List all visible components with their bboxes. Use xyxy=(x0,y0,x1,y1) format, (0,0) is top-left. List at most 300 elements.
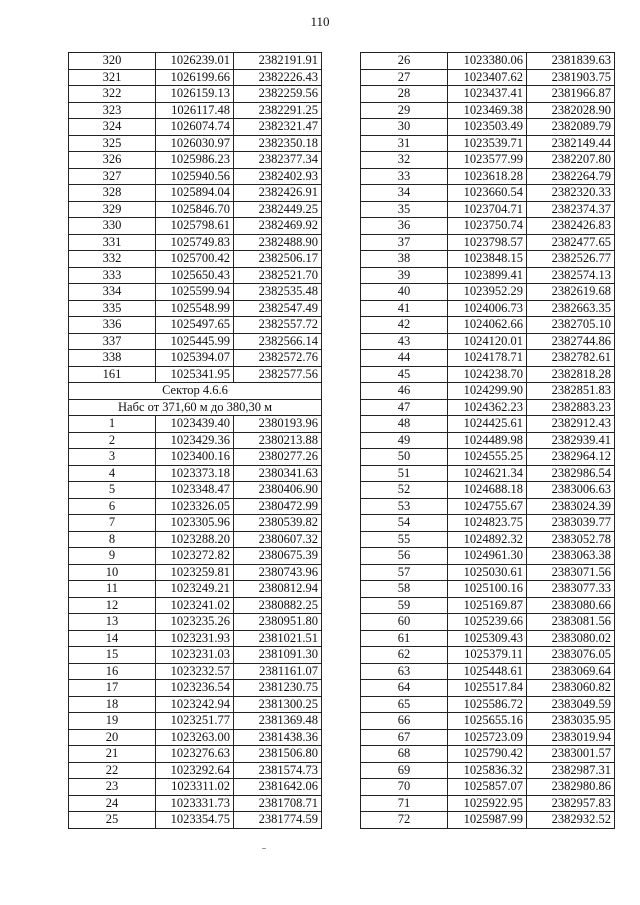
point-number: 336 xyxy=(69,317,156,334)
coordinate-x: 1023750.74 xyxy=(448,218,527,235)
point-number: 59 xyxy=(361,597,448,614)
coordinate-x: 1025239.66 xyxy=(448,614,527,631)
table-row xyxy=(361,69,615,86)
coordinate-x: 1023380.06 xyxy=(448,53,527,70)
point-number: 51 xyxy=(361,465,448,482)
point-number: 13 xyxy=(69,614,156,631)
point-number: 63 xyxy=(361,663,448,680)
coordinate-y: 2380472.99 xyxy=(234,498,322,515)
point-number: 329 xyxy=(69,201,156,218)
coordinate-y: 2383049.59 xyxy=(527,696,615,713)
coordinate-x: 1025341.95 xyxy=(156,366,234,383)
coordinate-y: 2382782.61 xyxy=(527,350,615,367)
point-number: 69 xyxy=(361,762,448,779)
point-number: 36 xyxy=(361,218,448,235)
coordinate-y: 2381708.71 xyxy=(234,795,322,812)
coordinate-x: 1023429.36 xyxy=(156,432,234,449)
coordinate-y: 2382488.90 xyxy=(234,234,322,251)
coordinate-y: 2380812.94 xyxy=(234,581,322,598)
coordinate-x: 1025448.61 xyxy=(448,663,527,680)
coordinate-y: 2382932.52 xyxy=(527,812,615,829)
coordinate-x: 1025836.32 xyxy=(448,762,527,779)
point-number: 31 xyxy=(361,135,448,152)
coordinate-x: 1023288.20 xyxy=(156,531,234,548)
coordinate-x: 1023503.49 xyxy=(448,119,527,136)
coordinate-y: 2382980.86 xyxy=(527,779,615,796)
table-row xyxy=(361,614,615,631)
table-row xyxy=(361,795,615,812)
point-number: 71 xyxy=(361,795,448,812)
table-row xyxy=(69,317,322,334)
table-row xyxy=(69,135,322,152)
coordinate-x: 1025749.83 xyxy=(156,234,234,251)
coordinate-y: 2381903.75 xyxy=(527,69,615,86)
point-number: 8 xyxy=(69,531,156,548)
coordinate-y: 2382547.49 xyxy=(234,300,322,317)
coordinate-y: 2380341.63 xyxy=(234,465,322,482)
coordinate-x: 1025846.70 xyxy=(156,201,234,218)
coordinate-x: 1026074.74 xyxy=(156,119,234,136)
point-number: 55 xyxy=(361,531,448,548)
coordinate-x: 1023539.71 xyxy=(448,135,527,152)
coordinate-x: 1024688.18 xyxy=(448,482,527,499)
point-number: 7 xyxy=(69,515,156,532)
coordinate-y: 2380675.39 xyxy=(234,548,322,565)
table-row xyxy=(361,812,615,829)
point-number: 332 xyxy=(69,251,156,268)
coordinate-x: 1026030.97 xyxy=(156,135,234,152)
coordinate-x: 1025497.65 xyxy=(156,317,234,334)
point-number: 66 xyxy=(361,713,448,730)
point-number: 56 xyxy=(361,548,448,565)
point-number: 42 xyxy=(361,317,448,334)
point-number: 9 xyxy=(69,548,156,565)
point-number: 61 xyxy=(361,630,448,647)
coordinate-x: 1024555.25 xyxy=(448,449,527,466)
point-number: 49 xyxy=(361,432,448,449)
coordinate-y: 2382957.83 xyxy=(527,795,615,812)
coordinate-x: 1023407.62 xyxy=(448,69,527,86)
coordinate-x: 1023311.02 xyxy=(156,779,234,796)
point-number: 321 xyxy=(69,69,156,86)
table-row xyxy=(69,284,322,301)
coordinate-y: 2380193.96 xyxy=(234,416,322,433)
coordinate-x: 1023469.38 xyxy=(448,102,527,119)
coordinate-x: 1023899.41 xyxy=(448,267,527,284)
point-number: 320 xyxy=(69,53,156,70)
table-row xyxy=(361,234,615,251)
coordinate-x: 1024892.32 xyxy=(448,531,527,548)
coordinate-x: 1025394.07 xyxy=(156,350,234,367)
table-row xyxy=(69,515,322,532)
coordinate-y: 2381230.75 xyxy=(234,680,322,697)
coordinate-x: 1026199.66 xyxy=(156,69,234,86)
point-number: 333 xyxy=(69,267,156,284)
point-number: 20 xyxy=(69,729,156,746)
point-number: 29 xyxy=(361,102,448,119)
coordinate-y: 2383024.39 xyxy=(527,498,615,515)
table-row xyxy=(361,333,615,350)
point-number: 326 xyxy=(69,152,156,169)
coordinate-y: 2382149.44 xyxy=(527,135,615,152)
coordinate-y: 2381300.25 xyxy=(234,696,322,713)
coordinate-x: 1024362.23 xyxy=(448,399,527,416)
coordinate-x: 1024755.67 xyxy=(448,498,527,515)
coordinate-y: 2382572.76 xyxy=(234,350,322,367)
coordinate-x: 1024299.90 xyxy=(448,383,527,400)
coordinate-x: 1025030.61 xyxy=(448,564,527,581)
table-row xyxy=(361,531,615,548)
coordinate-x: 1024178.71 xyxy=(448,350,527,367)
table-row xyxy=(69,713,322,730)
table-row xyxy=(69,350,322,367)
coordinate-y: 2381161.07 xyxy=(234,663,322,680)
table-row xyxy=(361,696,615,713)
table-row xyxy=(69,696,322,713)
coordinate-x: 1023704.71 xyxy=(448,201,527,218)
point-number: 26 xyxy=(361,53,448,70)
point-number: 325 xyxy=(69,135,156,152)
coordinate-x: 1023259.81 xyxy=(156,564,234,581)
coordinate-y: 2382321.47 xyxy=(234,119,322,136)
coordinate-y: 2383071.56 xyxy=(527,564,615,581)
table-row xyxy=(361,135,615,152)
point-number: 10 xyxy=(69,564,156,581)
coordinate-x: 1023798.57 xyxy=(448,234,527,251)
table-row xyxy=(361,267,615,284)
table-row xyxy=(361,53,615,70)
coordinate-y: 2382912.43 xyxy=(527,416,615,433)
point-number: 44 xyxy=(361,350,448,367)
coordinate-x: 1025650.43 xyxy=(156,267,234,284)
coordinate-x: 1025379.11 xyxy=(448,647,527,664)
table-row xyxy=(69,185,322,202)
table-row xyxy=(361,86,615,103)
point-number: 65 xyxy=(361,696,448,713)
coordinate-x: 1025599.94 xyxy=(156,284,234,301)
coordinate-y: 2380951.80 xyxy=(234,614,322,631)
coordinate-y: 2382851.83 xyxy=(527,383,615,400)
coordinate-x: 1024489.98 xyxy=(448,432,527,449)
coordinate-x: 1023348.47 xyxy=(156,482,234,499)
point-number: 35 xyxy=(361,201,448,218)
point-number: 33 xyxy=(361,168,448,185)
coordinate-x: 1025986.23 xyxy=(156,152,234,169)
coordinate-x: 1023952.29 xyxy=(448,284,527,301)
coordinate-y: 2380607.32 xyxy=(234,531,322,548)
table-row xyxy=(361,317,615,334)
table-row xyxy=(361,597,615,614)
table-row xyxy=(69,482,322,499)
point-number: 324 xyxy=(69,119,156,136)
table-row xyxy=(69,86,322,103)
table-row xyxy=(69,548,322,565)
coordinate-x: 1023437.41 xyxy=(448,86,527,103)
coordinate-y: 2382426.91 xyxy=(234,185,322,202)
coordinate-x: 1025922.95 xyxy=(448,795,527,812)
table-row xyxy=(69,333,322,350)
coordinate-x: 1023231.93 xyxy=(156,630,234,647)
coordinate-x: 1026159.13 xyxy=(156,86,234,103)
coordinate-x: 1024120.01 xyxy=(448,333,527,350)
point-number: 15 xyxy=(69,647,156,664)
point-number: 327 xyxy=(69,168,156,185)
coordinate-y: 2383080.02 xyxy=(527,630,615,647)
table-row xyxy=(361,746,615,763)
coordinate-y: 2382883.23 xyxy=(527,399,615,416)
point-number: 14 xyxy=(69,630,156,647)
point-number: 322 xyxy=(69,86,156,103)
table-row xyxy=(361,201,615,218)
coordinate-x: 1023236.54 xyxy=(156,680,234,697)
coordinate-x: 1025940.56 xyxy=(156,168,234,185)
coordinate-y: 2380406.90 xyxy=(234,482,322,499)
point-number: 25 xyxy=(69,812,156,829)
point-number: 48 xyxy=(361,416,448,433)
coordinate-y: 2382226.43 xyxy=(234,69,322,86)
coordinate-x: 1023373.18 xyxy=(156,465,234,482)
table-row xyxy=(69,614,322,631)
coordinate-y: 2382987.31 xyxy=(527,762,615,779)
coordinate-x: 1023241.02 xyxy=(156,597,234,614)
coordinate-x: 1026239.01 xyxy=(156,53,234,70)
coordinate-y: 2381966.87 xyxy=(527,86,615,103)
coordinate-x: 1023231.03 xyxy=(156,647,234,664)
coordinate-y: 2381642.06 xyxy=(234,779,322,796)
point-number: 331 xyxy=(69,234,156,251)
coordinate-y: 2382986.54 xyxy=(527,465,615,482)
table-row xyxy=(361,168,615,185)
coordinate-x: 1023235.26 xyxy=(156,614,234,631)
coordinate-x: 1023848.15 xyxy=(448,251,527,268)
table-row xyxy=(69,300,322,317)
table-row xyxy=(69,746,322,763)
table-row xyxy=(361,465,615,482)
point-number: 47 xyxy=(361,399,448,416)
table-row xyxy=(361,713,615,730)
table-row xyxy=(69,779,322,796)
point-number: 41 xyxy=(361,300,448,317)
coordinate-y: 2383076.05 xyxy=(527,647,615,664)
coordinate-x: 1026117.48 xyxy=(156,102,234,119)
coordinate-y: 2383077.33 xyxy=(527,581,615,598)
point-number: 53 xyxy=(361,498,448,515)
table-row xyxy=(69,69,322,86)
coordinate-y: 2380277.26 xyxy=(234,449,322,466)
coordinate-x: 1024823.75 xyxy=(448,515,527,532)
coordinate-x: 1025894.04 xyxy=(156,185,234,202)
coordinate-x: 1025798.61 xyxy=(156,218,234,235)
table-row xyxy=(361,729,615,746)
point-number: 335 xyxy=(69,300,156,317)
point-number: 57 xyxy=(361,564,448,581)
point-number: 24 xyxy=(69,795,156,812)
table-row xyxy=(69,267,322,284)
table-row xyxy=(69,647,322,664)
point-number: 17 xyxy=(69,680,156,697)
coordinate-y: 2382264.79 xyxy=(527,168,615,185)
coordinate-y: 2381021.51 xyxy=(234,630,322,647)
point-number: 4 xyxy=(69,465,156,482)
table-row xyxy=(361,482,615,499)
coordinate-y: 2381369.48 xyxy=(234,713,322,730)
table-row xyxy=(361,762,615,779)
point-number: 330 xyxy=(69,218,156,235)
coordinate-x: 1025700.42 xyxy=(156,251,234,268)
coordinate-y: 2381574.73 xyxy=(234,762,322,779)
coordinate-x: 1025309.43 xyxy=(448,630,527,647)
table-row xyxy=(361,449,615,466)
coordinate-x: 1024961.30 xyxy=(448,548,527,565)
table-row xyxy=(361,663,615,680)
table-row xyxy=(69,251,322,268)
table-row xyxy=(361,548,615,565)
coordinate-y: 2380539.82 xyxy=(234,515,322,532)
table-row xyxy=(69,630,322,647)
table-row xyxy=(69,201,322,218)
coordinate-x: 1023249.21 xyxy=(156,581,234,598)
page-number: 110 xyxy=(310,14,330,29)
table-row xyxy=(69,465,322,482)
table-row xyxy=(361,119,615,136)
table-row xyxy=(361,300,615,317)
coordinate-y: 2382207.80 xyxy=(527,152,615,169)
scan-mark xyxy=(262,848,266,849)
table-row xyxy=(69,119,322,136)
coordinate-y: 2382818.28 xyxy=(527,366,615,383)
coordinate-x: 1023263.00 xyxy=(156,729,234,746)
table-row xyxy=(361,152,615,169)
coordinates-table-right xyxy=(360,52,615,829)
coordinate-y: 2381506.80 xyxy=(234,746,322,763)
coordinate-y: 2382426.83 xyxy=(527,218,615,235)
coordinate-y: 2382535.48 xyxy=(234,284,322,301)
coordinate-y: 2382291.25 xyxy=(234,102,322,119)
section-heading-row xyxy=(69,383,322,400)
point-number: 52 xyxy=(361,482,448,499)
point-number: 323 xyxy=(69,102,156,119)
coordinate-x: 1024621.34 xyxy=(448,465,527,482)
coordinate-y: 2381438.36 xyxy=(234,729,322,746)
section-subheading-row xyxy=(69,399,322,416)
point-number: 38 xyxy=(361,251,448,268)
coordinate-y: 2383039.77 xyxy=(527,515,615,532)
point-number: 6 xyxy=(69,498,156,515)
coordinate-y: 2382521.70 xyxy=(234,267,322,284)
coordinate-y: 2382964.12 xyxy=(527,449,615,466)
coordinate-y: 2383063.38 xyxy=(527,548,615,565)
table-row xyxy=(69,498,322,515)
coordinate-x: 1023242.94 xyxy=(156,696,234,713)
coordinate-y: 2382939.41 xyxy=(527,432,615,449)
coordinate-y: 2383006.63 xyxy=(527,482,615,499)
point-number: 64 xyxy=(361,680,448,697)
table-row xyxy=(69,597,322,614)
coordinate-x: 1024006.73 xyxy=(448,300,527,317)
table-row xyxy=(69,432,322,449)
point-number: 337 xyxy=(69,333,156,350)
point-number: 43 xyxy=(361,333,448,350)
table-row xyxy=(69,152,322,169)
table-row xyxy=(69,168,322,185)
table-row xyxy=(69,449,322,466)
table-row xyxy=(361,251,615,268)
section-subtitle: Набс от 371,60 м до 380,30 м xyxy=(69,399,322,416)
point-number: 328 xyxy=(69,185,156,202)
coordinate-x: 1024238.70 xyxy=(448,366,527,383)
coordinate-x: 1023577.99 xyxy=(448,152,527,169)
table-row xyxy=(69,531,322,548)
coordinate-y: 2382469.92 xyxy=(234,218,322,235)
table-row xyxy=(361,218,615,235)
coordinate-y: 2383001.57 xyxy=(527,746,615,763)
coordinate-y: 2380743.96 xyxy=(234,564,322,581)
coordinate-y: 2382477.65 xyxy=(527,234,615,251)
point-number: 18 xyxy=(69,696,156,713)
table-row xyxy=(361,350,615,367)
point-number: 334 xyxy=(69,284,156,301)
point-number: 60 xyxy=(361,614,448,631)
point-number: 37 xyxy=(361,234,448,251)
point-number: 72 xyxy=(361,812,448,829)
point-number: 39 xyxy=(361,267,448,284)
point-number: 62 xyxy=(361,647,448,664)
coordinate-y: 2382402.93 xyxy=(234,168,322,185)
point-number: 32 xyxy=(361,152,448,169)
coordinate-y: 2383019.94 xyxy=(527,729,615,746)
coordinate-y: 2383081.56 xyxy=(527,614,615,631)
table-row xyxy=(361,432,615,449)
table-row xyxy=(69,729,322,746)
point-number: 54 xyxy=(361,515,448,532)
coordinate-y: 2380213.88 xyxy=(234,432,322,449)
point-number: 23 xyxy=(69,779,156,796)
coordinate-y: 2382320.33 xyxy=(527,185,615,202)
coordinate-y: 2383080.66 xyxy=(527,597,615,614)
coordinate-y: 2381774.59 xyxy=(234,812,322,829)
point-number: 16 xyxy=(69,663,156,680)
point-number: 34 xyxy=(361,185,448,202)
table-row xyxy=(69,812,322,829)
point-number: 338 xyxy=(69,350,156,367)
point-number: 27 xyxy=(361,69,448,86)
coordinate-x: 1023251.77 xyxy=(156,713,234,730)
point-number: 45 xyxy=(361,366,448,383)
coordinate-x: 1025445.99 xyxy=(156,333,234,350)
coordinate-x: 1025723.09 xyxy=(448,729,527,746)
table-row xyxy=(69,564,322,581)
coordinate-x: 1023439.40 xyxy=(156,416,234,433)
point-number: 21 xyxy=(69,746,156,763)
point-number: 5 xyxy=(69,482,156,499)
coordinate-x: 1025517.84 xyxy=(448,680,527,697)
coordinate-y: 2383060.82 xyxy=(527,680,615,697)
point-number: 1 xyxy=(69,416,156,433)
coordinate-x: 1025790.42 xyxy=(448,746,527,763)
coordinate-x: 1024425.61 xyxy=(448,416,527,433)
table-row xyxy=(69,663,322,680)
table-row xyxy=(69,102,322,119)
coordinate-x: 1023618.28 xyxy=(448,168,527,185)
point-number: 50 xyxy=(361,449,448,466)
point-number: 2 xyxy=(69,432,156,449)
point-number: 58 xyxy=(361,581,448,598)
coordinate-y: 2382028.90 xyxy=(527,102,615,119)
table-row xyxy=(361,498,615,515)
coordinate-x: 1025586.72 xyxy=(448,696,527,713)
coordinate-x: 1023331.73 xyxy=(156,795,234,812)
point-number: 40 xyxy=(361,284,448,301)
